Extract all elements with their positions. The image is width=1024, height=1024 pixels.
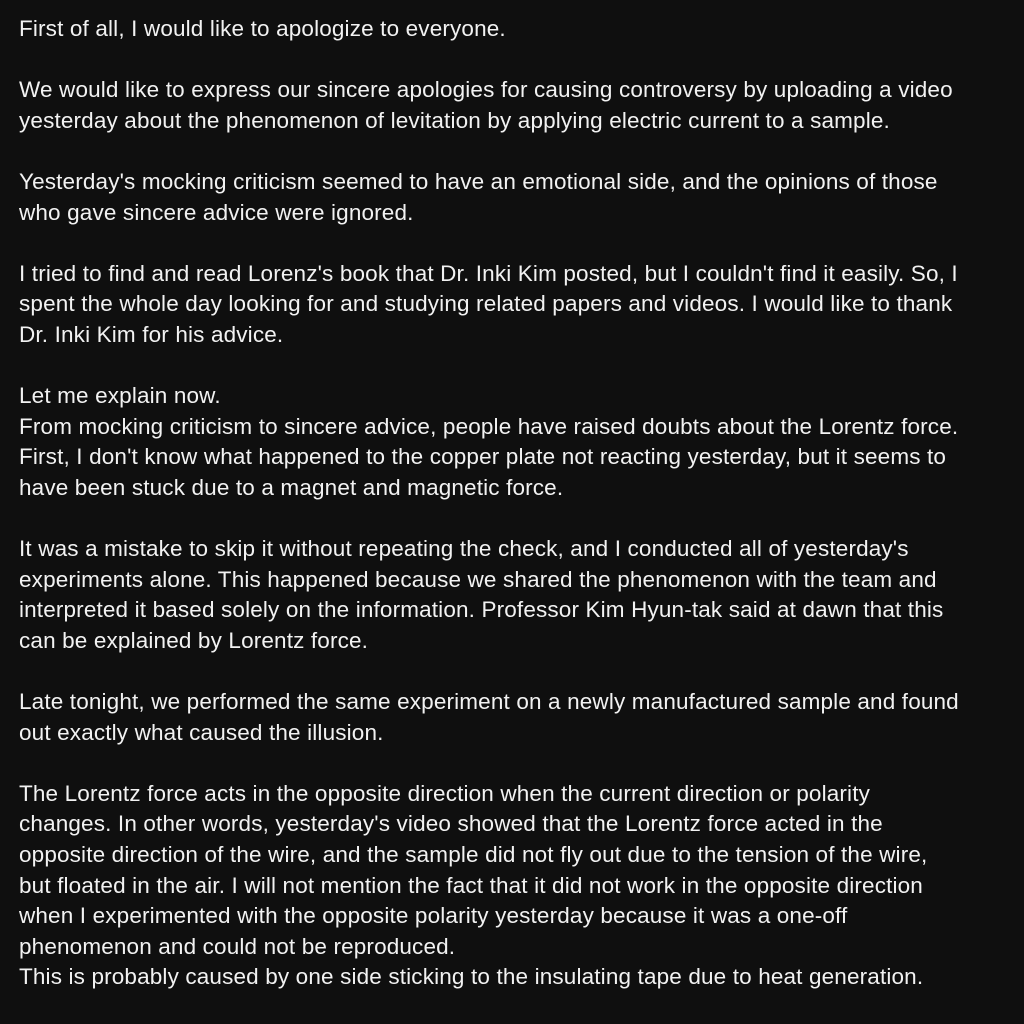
paragraph-criticism: [19, 167, 1019, 228]
text-line: The Lorentz force acts in the opposite direction when the current direction or polarity: [19, 780, 870, 806]
paragraph-apology-video: [19, 75, 1019, 136]
text-line: First, I don't know what happened to the copper plate not reacting yesterday, but it seems to: [19, 444, 947, 470]
paragraph-experiment: [19, 687, 1019, 748]
text-line: This is probably caused by one side sticking to the insulating tape due to heat generation.: [19, 964, 924, 990]
text-line: First of all, I would like to apologize to everyone.: [19, 16, 506, 41]
text-line: out exactly what caused the illusion.: [19, 719, 384, 745]
text-line: We would like to express our sincere apologies for causing controversy by uploading a video: [19, 77, 953, 103]
text-line: can be explained by Lorentz force.: [19, 627, 369, 653]
text-line: opposite direction of the wire, and the sample did not fly out due to the tension of the wire,: [19, 842, 928, 868]
paragraph-explanation: [19, 381, 1019, 503]
paragraph-research: [19, 259, 1019, 351]
text-line: yesterday about the phenomenon of levitation by applying electric current to a sample.: [19, 107, 890, 133]
text-line: interpreted it based solely on the information. Professor Kim Hyun-tak said at dawn that this: [19, 597, 944, 623]
text-line: Yesterday's mocking criticism seemed to have an emotional side, and the opinions of those: [19, 168, 938, 194]
text-line: have been stuck due to a magnet and magnetic force.: [19, 474, 564, 500]
document-body: [19, 14, 1019, 1024]
text-line: spent the whole day looking for and studying related papers and videos. I would like to thank: [19, 291, 953, 317]
text-line: It was a mistake to skip it without repeating the check, and I conducted all of yesterday's: [19, 536, 909, 562]
text-line: changes. In other words, yesterday's video showed that the Lorentz force acted in the: [19, 811, 883, 837]
text-line: Let me explain now.: [19, 383, 221, 409]
text-line: but floated in the air. I will not mention the fact that it did not work in the opposite direction: [19, 872, 923, 898]
paragraph-mistake: [19, 534, 1019, 656]
text-line: phenomenon and could not be reproduced.: [19, 933, 456, 959]
text-line: Late tonight, we performed the same experiment on a newly manufactured sample and found: [19, 689, 959, 715]
paragraph-apology-opening: [19, 14, 1019, 45]
text-line: when I experimented with the opposite polarity yesterday because it was a one-off: [19, 903, 848, 929]
text-line: From mocking criticism to sincere advice, people have raised doubts about the Lorentz force.: [19, 413, 959, 439]
text-line: who gave sincere advice were ignored.: [19, 199, 414, 225]
text-line: I tried to find and read Lorenz's book that Dr. Inki Kim posted, but I couldn't find it easily. So, I: [19, 260, 958, 286]
paragraph-lorentz-force: [19, 779, 1019, 993]
text-line: Dr. Inki Kim for his advice.: [19, 321, 284, 347]
text-line: experiments alone. This happened because we shared the phenomenon with the team and: [19, 566, 937, 592]
